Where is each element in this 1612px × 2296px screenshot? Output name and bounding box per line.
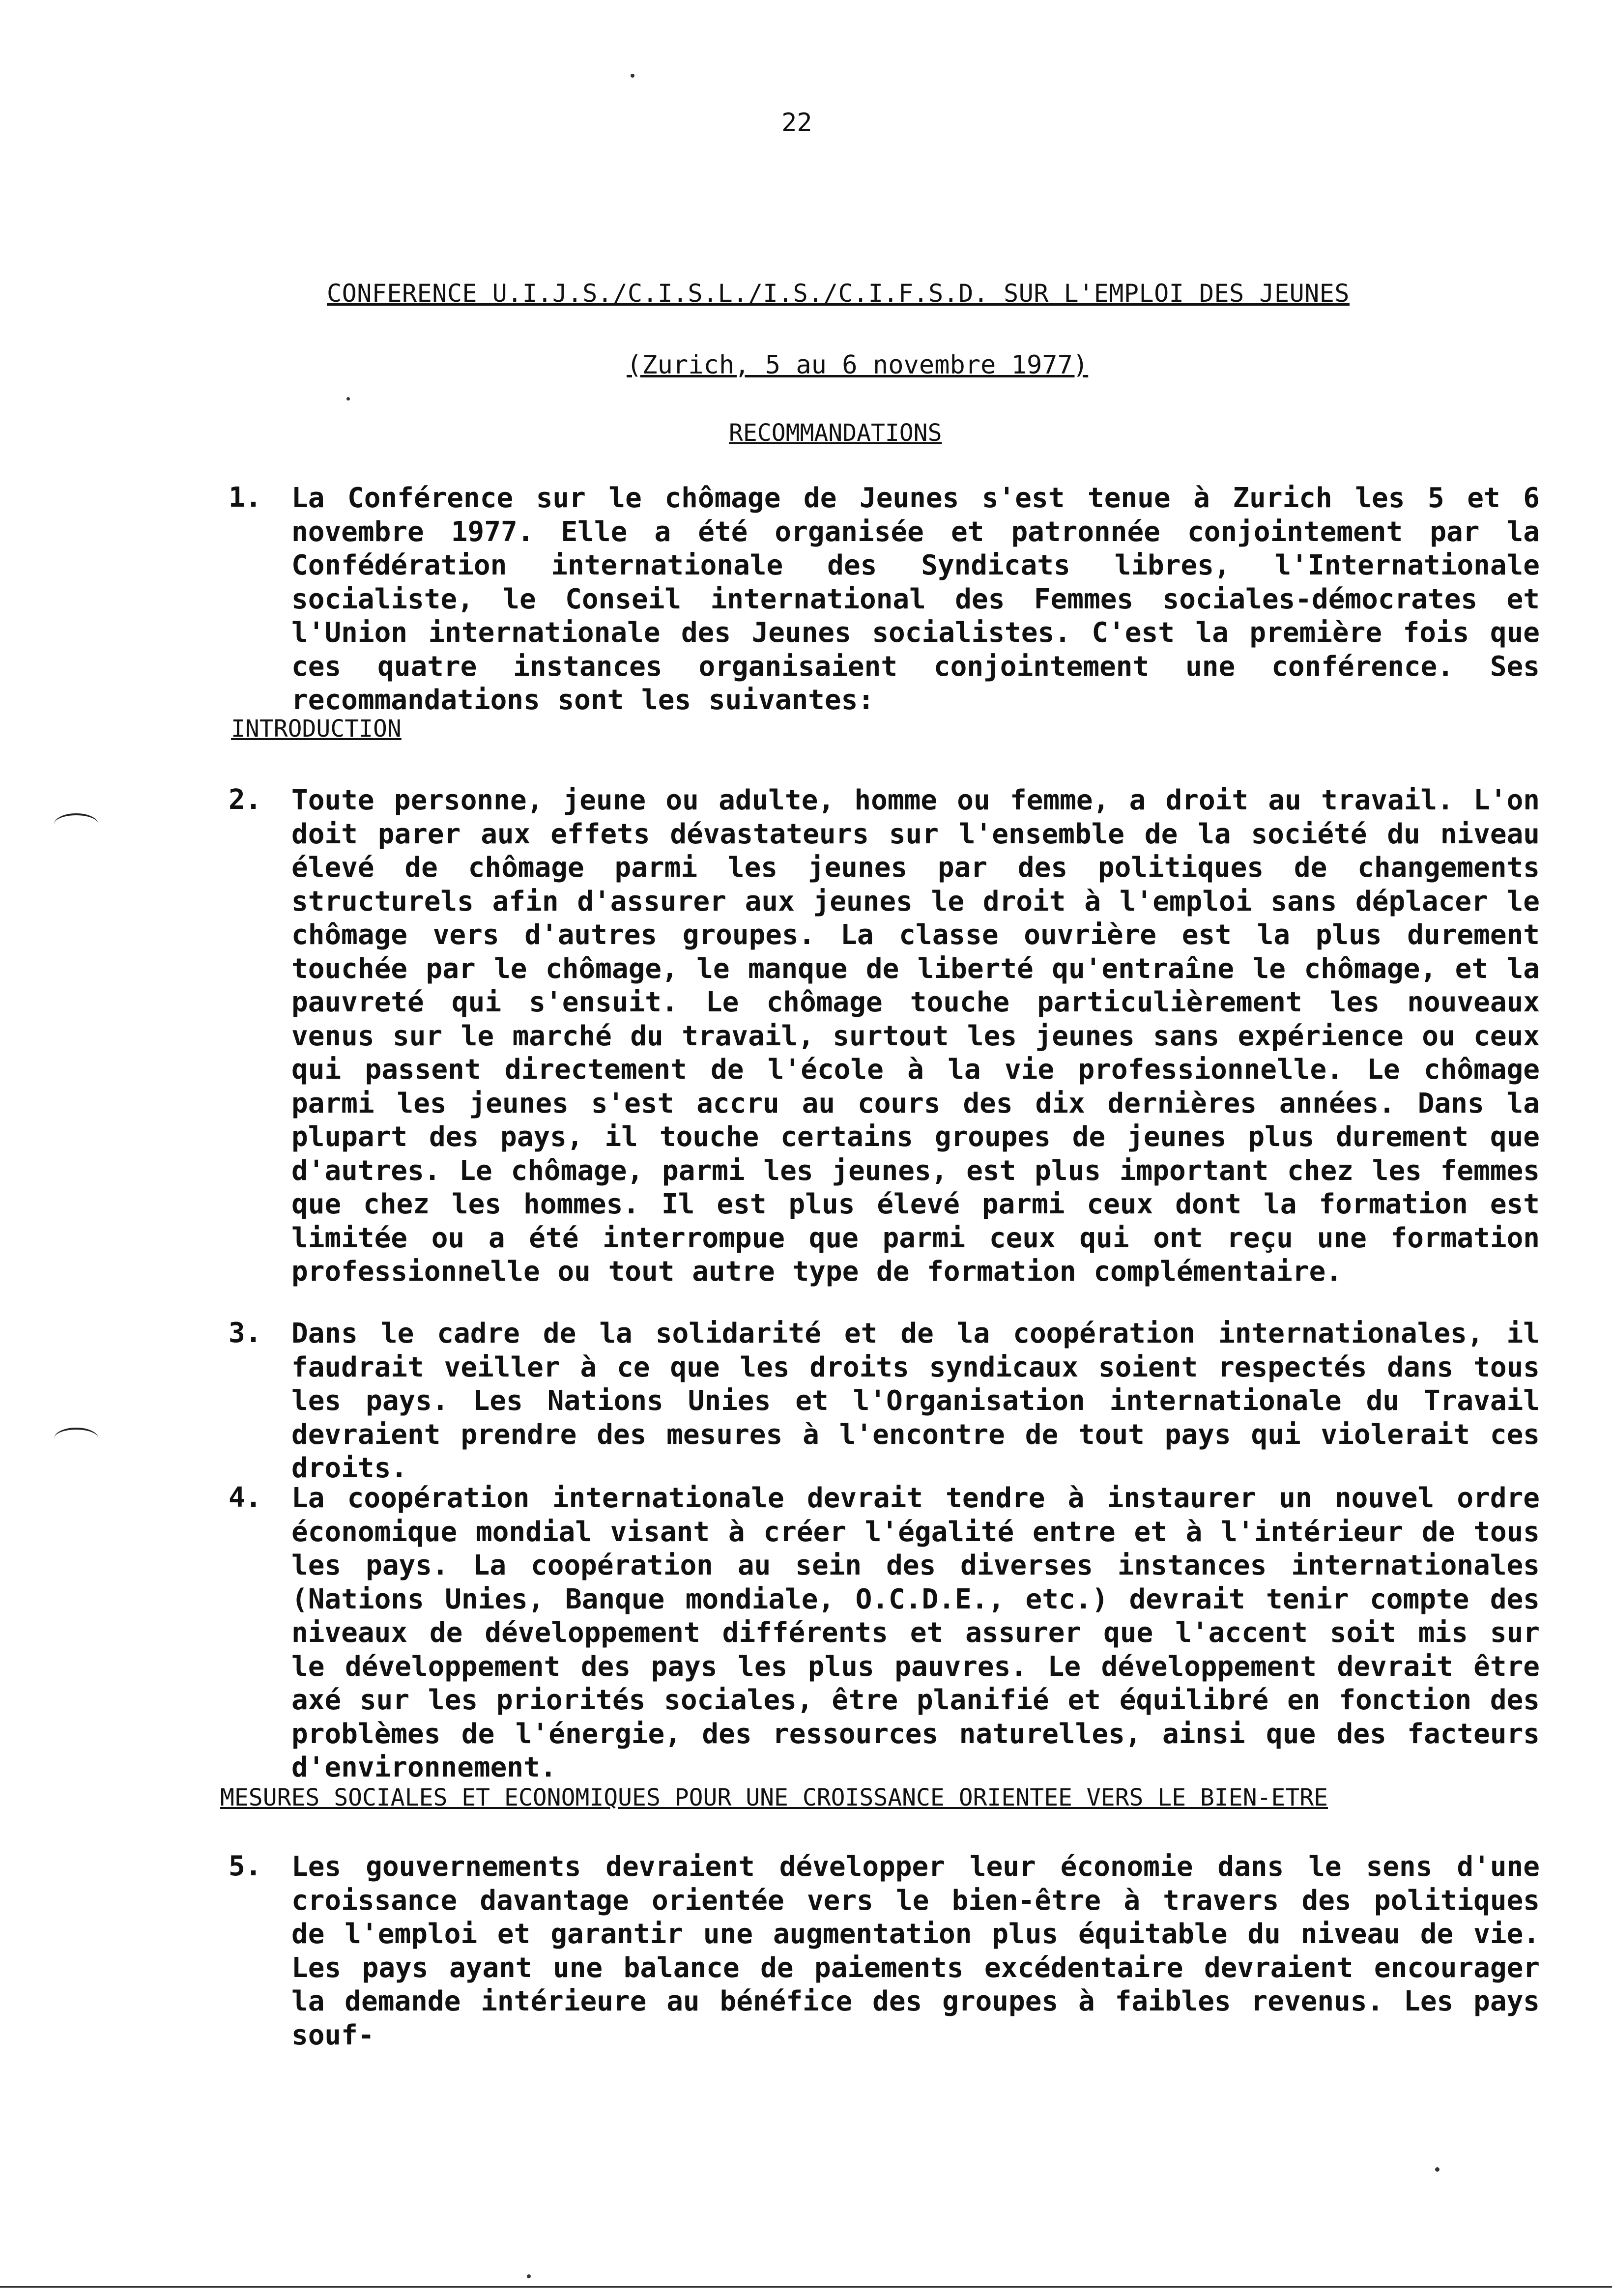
paragraph-text: La coopération internationale devrait tendre à instaurer un nouvel ordre économique mondial visant à créer l'égalité entre et à l'intérieur de tous les pays. La coopération au sein des diverses instances internationales (Nations Unies, Banque mondiale, O.C.D.E., etc.) devrait tenir compte des niveaux de développement différents et assurer que l'accent soit mis sur le développement des pays les plus pauvres. Le développement devrait être axé sur les priorités sociales, être planifié et équilibré en fonction des problèmes de l'énergie, des ressources naturelles, ainsi que des facteurs d'environnement. [291,1482,1540,1783]
paragraph-number: 3. [229,1317,262,1349]
document-title: CONFERENCE U.I.J.S./C.I.S.L./I.S./C.I.F.S.D. SUR L'EMPLOI DES JEUNES [327,279,1350,308]
paragraph-number: 1. [229,482,262,514]
paragraph-text: Les gouvernements devraient développer leur économie dans le sens d'une croissance davantage orientée vers le bien-être à travers des politiques de l'emploi et garantir une augmentation plus équitable du niveau de vie. Les pays ayant une balance de paiements excédentaire devraient encourager la demande intérieure au bénéfice des groupes à faibles revenus. Les pays souf- [291,1851,1540,2051]
paragraph-text: Dans le cadre de la solidarité et de la coopération internationales, il faudrait veiller à ce que les droits syndicaux soient respectés dans tous les pays. Les Nations Unies et l'Organisation internationale du Travail devraient prendre des mesures à l'encontre de tout pays qui violerait ces droits. [291,1318,1540,1484]
scan-speck [631,74,634,78]
margin-mark [54,1428,98,1449]
scan-speck [527,2274,531,2278]
scan-speck [346,397,350,401]
paragraph-text: Toute personne, jeune ou adulte, homme ou femme, a droit au travail. L'on doit parer aux effets dévastateurs sur l'ensemble de la société du niveau élevé de chômage parmi les jeunes par des politiques de changements structurels afin d'assurer aux jeunes le droit à l'emploi sans déplacer le chômage vers d'autres groupes. La classe ouvrière est la plus durement touchée par le chômage, le manque de liberté qu'entraîne le chômage, et la pauvreté qui s'ensuit. Le chômage touche particulièrement les nouveaux venus sur le marché du travail, surtout les jeunes sans expérience ou ceux qui passent directement de l'école à la vie professionnelle. Le chômage parmi les jeunes s'est accru au cours des dix dernières années. Dans la plupart des pays, il touche certains groupes de jeunes plus durement que d'autres. Le chômage, parmi les jeunes, est plus important chez les femmes que chez les hommes. Il est plus élevé parmi ceux dont la formation est limitée ou a été interrompue que parmi ceux qui ont reçu une formation professionnelle ou tout autre type de formation complémentaire. [291,784,1540,1288]
scan-speck [1435,2167,1439,2172]
section-heading-introduction: INTRODUCTION [231,715,402,743]
paragraph-number: 4. [229,1482,262,1514]
margin-mark [54,813,98,835]
recommendations-heading: RECOMMANDATIONS [729,419,942,447]
page-number: 22 [781,108,812,138]
paragraph-number: 5. [229,1850,262,1882]
paragraph-number: 2. [229,784,262,816]
document-subtitle: (Zurich, 5 au 6 novembre 1977) [627,350,1089,380]
section-heading-mesures: MESURES SOCIALES ET ECONOMIQUES POUR UNE CROISSANCE ORIENTEE VERS LE BIEN-ETRE [220,1784,1328,1811]
paragraph-text: La Conférence sur le chômage de Jeunes s'est tenue à Zurich les 5 et 6 novembre 1977. Elle a été organisée et patronnée conjointement par la Confédération internationale des Syndicats libres, l'Internationale socialiste, le Conseil international des Femmes sociales-démocrates et l'Union internationale des Jeunes socialistes. C'est la première fois que ces quatre instances organisaient conjointement une conférence. Ses recommandations sont les suivantes: [291,482,1540,716]
scan-bottom-edge [0,2286,1612,2288]
